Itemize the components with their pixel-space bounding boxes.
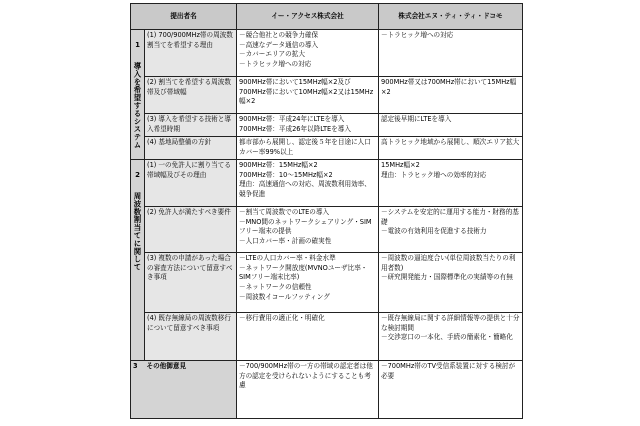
cell-company-b: 900MHz帯又は700MHz帯において15MHz幅×2 — [379, 77, 523, 114]
row-item: (3) 導入を希望する技術と導入希望時期 — [145, 114, 237, 137]
section3-title: その他御意見 — [146, 362, 187, 370]
cell-company-a: －LTEの人口カバー率・料金水準 －ネットワーク開放度(MVNOユーザ比率・SIMフリー端末比率) －ネットワークの信頼性 －周波数イコールフッティング — [237, 253, 379, 313]
row-item: (1) 700/900MHz帯の周波数割当てを希望する理由 — [145, 30, 237, 77]
cell-company-a: 900MHz帯において15MHz幅×2及び700MHz帯において10MHz幅×2又は15MHz幅×2 — [237, 77, 379, 114]
row-item: (2) 免許人が満たすべき要件 — [145, 207, 237, 253]
cell-company-a: －競合他社との競争力確保 －高速なデータ通信の導入 －カバーエリアの拡大 －トラヒック増への対応 — [237, 30, 379, 77]
cell-company-b: －トラヒック増への対応 — [379, 30, 523, 77]
cell-company-a: 900MHz帯：15MHz幅×2 700MHz帯：10～15MHz幅×2 理由：高速通信への対応、周波数利用効率、競争促進 — [237, 160, 379, 207]
table-row — [131, 30, 523, 77]
cell-company-a: 都市部から展開し、認定後５年を目途に人口カバー率99%以上 — [237, 137, 379, 160]
cell-company-a: －700/900MHz帯の一方の帯域の認定者は他方の認定を受けられないようにすることも考慮 — [237, 361, 379, 419]
comparison-table — [130, 3, 523, 419]
section3-label — [131, 361, 237, 419]
cell-company-b: －700MHz帯のTV受信系装置に対する検討が必要 — [379, 361, 523, 419]
row-item: (3) 複数の申請があった場合の審査方法について留意すべき事項 — [145, 253, 237, 313]
table-row — [131, 114, 523, 137]
section2-number: 2 — [135, 170, 140, 179]
section1-title: 導入を希望するシステム — [133, 62, 142, 150]
row-item: (1) 一の免許人に割り当てる帯域幅及びその理由 — [145, 160, 237, 207]
header-company-a: イー・アクセス株式会社 — [237, 4, 379, 30]
cell-company-b: －既存無線局に関する詳細情報等の提供と十分な検討期間 －交渉窓口の一本化、手続の簡素化・簡略化 — [379, 313, 523, 361]
table-row — [131, 160, 523, 207]
header-row — [131, 4, 523, 30]
row-item: (4) 基地局整備の方針 — [145, 137, 237, 160]
cell-company-a: －割当て周波数でのLTEの導入 －MNO間のネットワークシェアリング・SIMフリー端末の提供 －人口カバー率・計画の確実性 — [237, 207, 379, 253]
section1-number: 1 — [135, 40, 140, 49]
section2-label — [131, 160, 145, 361]
table-row — [131, 253, 523, 313]
cell-company-b: －周波数の逼迫度合い(単位周波数当たりの利用者数) －研究開発能力・国際標準化の実績等の有無 — [379, 253, 523, 313]
cell-company-b: －システムを安定的に運用する能力・財務的基礎 －電波の有効利用を促進する技術力 — [379, 207, 523, 253]
cell-company-a: －移行費用の適正化・明確化 — [237, 313, 379, 361]
row-item: (4) 既存無線局の周波数移行について留意すべき事項 — [145, 313, 237, 361]
comparison-document — [130, 3, 522, 423]
table-row — [131, 313, 523, 361]
table-row — [131, 207, 523, 253]
header-company-b: 株式会社エヌ・ティ・ティ・ドコモ — [379, 4, 523, 30]
table-row — [131, 361, 523, 419]
table-row — [131, 77, 523, 114]
table-row — [131, 137, 523, 160]
section1-label — [131, 30, 145, 160]
cell-company-b: 高トラヒック地域から展開し、順次エリア拡大 — [379, 137, 523, 160]
section2-title: 周波数割当てに関して — [133, 192, 142, 272]
cell-company-b: 認定後早期にLTEを導入 — [379, 114, 523, 137]
cell-company-b: 15MHz幅×2 理由：トラヒック増への効率的対応 — [379, 160, 523, 207]
row-item: (2) 割当てを希望する周波数帯及び帯域幅 — [145, 77, 237, 114]
section3-number: 3 — [133, 362, 138, 370]
cell-company-a: 900MHz帯：平成24年にLTEを導入 700MHz帯：平成26年以降LTEを導入 — [237, 114, 379, 137]
header-applicant: 提出者名 — [131, 4, 237, 30]
